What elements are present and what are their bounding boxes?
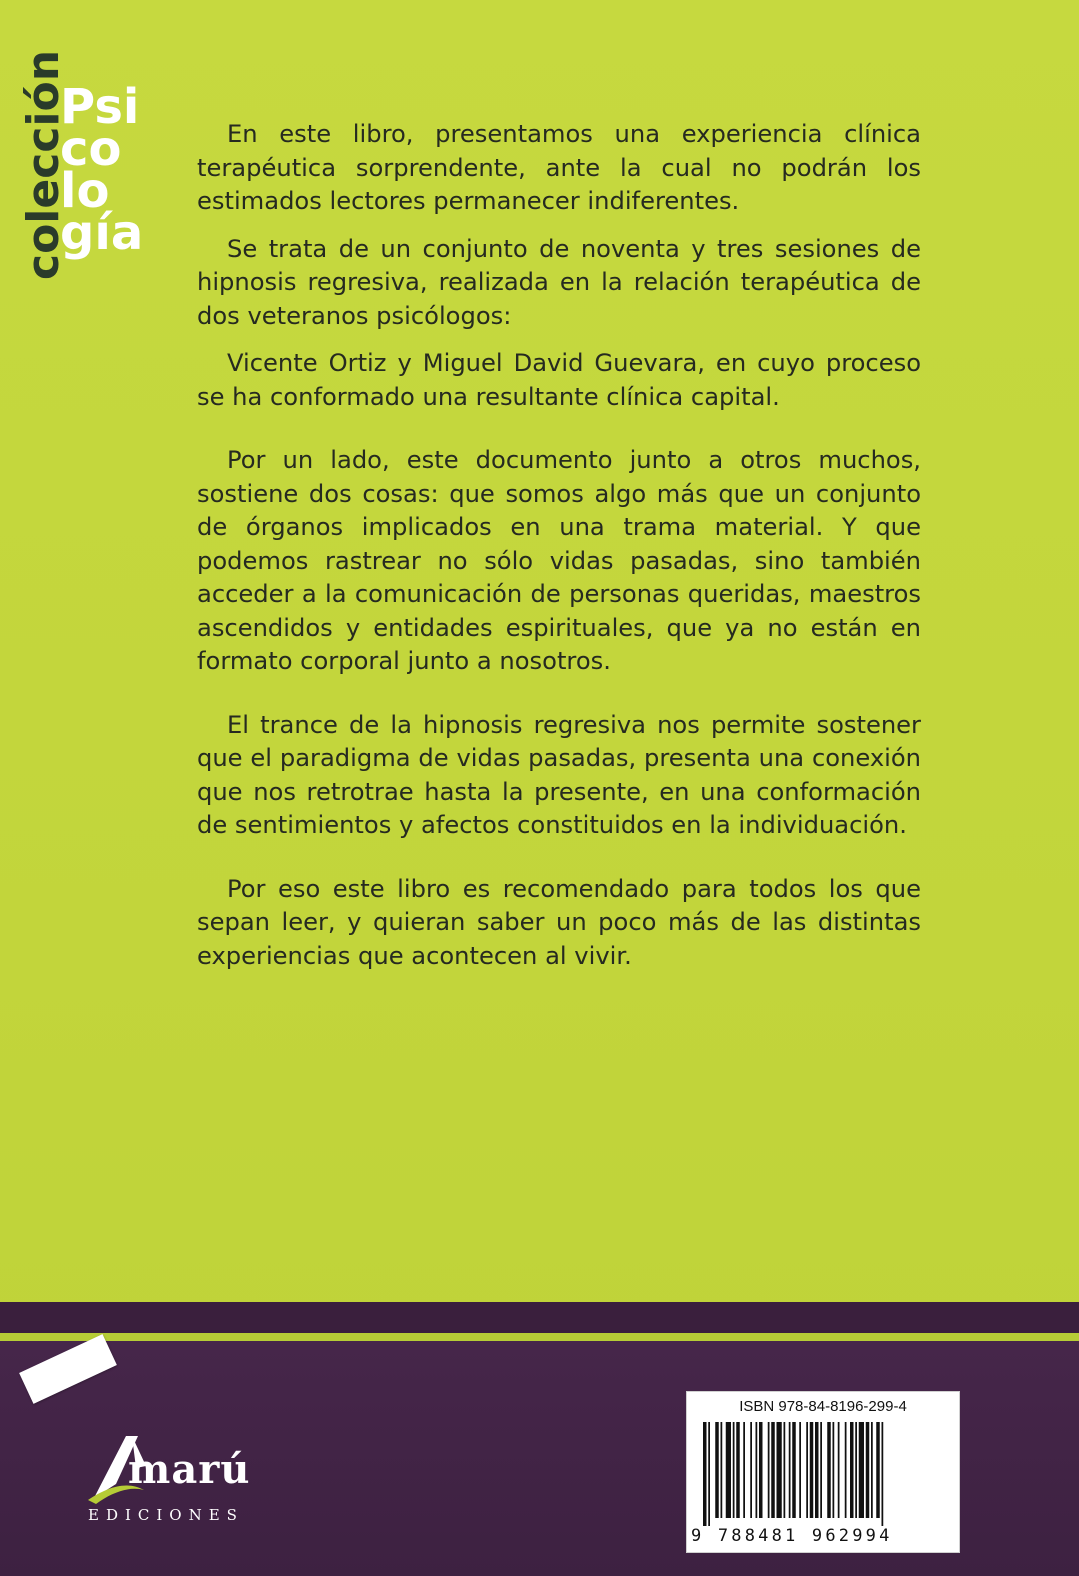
barcode-digits: 9 788481 962994 <box>691 1526 893 1546</box>
publisher-sub: EDICIONES <box>88 1506 244 1524</box>
blurb-paragraph: Vicente Ortiz y Miguel David Guevara, en cuyo proceso se ha conformado una resultante clínica capital. <box>197 349 921 411</box>
blurb-paragraph: Se trata de un conjunto de noventa y tres sesiones de hipnosis regresiva, realizada en la relación terapéutica de dos veteranos psicólogos: <box>197 234 921 330</box>
blurb-paragraph: El trance de la hipnosis regresiva nos permite sostener que el paradigma de vidas pasadas, presenta una conexión que nos retrotrae hasta la presente, en una conformación de sentimientos y afectos constituidos en la individuación. <box>197 710 921 839</box>
blurb-paragraph: En este libro, presentamos una experiencia clínica terapéutica sorprendente, ante la cual no podrán los estimados lectores permanecer indiferentes. <box>197 120 921 215</box>
series-line: Psi <box>60 79 140 135</box>
series-line: gía <box>60 205 144 261</box>
blurb-paragraph: Por eso este libro es recomendado para todos los que sepan leer, y quieran saber un poco más de las distintas experiencias que acontecen al vivir. <box>197 874 921 970</box>
series-prefix: colección <box>18 49 69 280</box>
series-line: co <box>60 121 122 177</box>
isbn-label: ISBN 978-84-8196-299-4 <box>739 1398 907 1415</box>
barcode-bars <box>699 1422 947 1526</box>
footer-stripe <box>0 1333 1079 1341</box>
blurb-paragraph: Por un lado, este documento junto a otros muchos, sostiene dos cosas: que somos algo más que un conjunto de órganos implicados en una trama material. Y que podemos rastrear no sólo vidas pasadas, sino también acceder a la comunicación de personas queridas, maestros ascendidos y entidades espirituales, que ya no están en formato corporal junto a nosotros. <box>197 446 921 675</box>
series-title <box>60 79 144 261</box>
publisher-name: marú <box>128 1446 251 1493</box>
blurb <box>197 118 921 987</box>
series-line: lo <box>60 163 110 219</box>
barcode <box>686 1391 960 1553</box>
